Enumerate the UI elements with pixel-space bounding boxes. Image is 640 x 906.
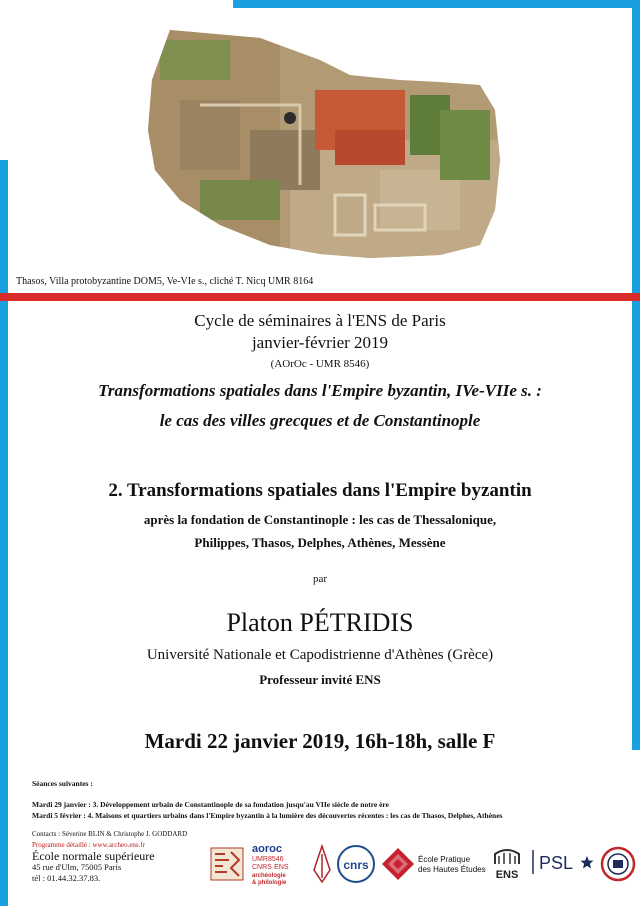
lecture-subtitle-2: Philippes, Thasos, Delphes, Athènes, Messène [194, 535, 446, 550]
program-link[interactable]: Programme détaillé : www.archeo.ens.fr [32, 841, 146, 849]
cycle-title: Cycle de séminaires à l'ENS de Paris [194, 311, 446, 330]
contact-people: Contacts : Séverine BLIN & Christophe J. GODDARD [32, 830, 188, 838]
ehess-logo [209, 846, 245, 882]
left-accent-bar [0, 160, 8, 906]
next-session-item: Mardi 5 février : 4. Maisons et quartiers urbains dans l'Empire byzantin à la lumière des découvertes récentes : les cas de Thasos, Delphes, Athènes [32, 811, 503, 820]
cycle-dates: janvier-février 2019 [251, 333, 389, 352]
speaker-affiliation: Université Nationale et Capodistrienne d'Athènes (Grèce) [146, 647, 494, 663]
cnrs-logo [336, 844, 376, 884]
red-divider-bar [0, 293, 640, 301]
lecture-subtitle-1: après la fondation de Constantinople : les cas de Thessalonique, [143, 512, 497, 527]
theme-line-2: le cas des villes grecques et de Constantinople [159, 411, 481, 430]
star-icon [581, 856, 594, 869]
ephe-name: École Pratique des Hautes Études [418, 855, 486, 874]
by-label: par [312, 573, 328, 585]
excavation-aerial-photo [140, 10, 510, 265]
cnrs-text: cnrs [343, 858, 369, 872]
next-session-item: Mardi 29 janvier : 3. Développement urbain de Constantinople de sa fondation jusqu'au VIIe siècle de notre ère [32, 800, 389, 809]
photo-caption: Thasos, Villa protobyzantine DOM5, Ve-VIe s., cliché T. Nicq UMR 8164 [16, 276, 314, 287]
aoroc-logo [250, 842, 308, 886]
psl-text: PSL [539, 853, 574, 873]
lecture-title: 2. Transformations spatiales dans l'Empire byzantin [108, 480, 532, 501]
aoroc-archeo-text: archéologie [252, 873, 286, 879]
aoroc-cnrs-ens-text: CNRS·ENS [252, 864, 289, 871]
aoroc-umr-text: UMR8546 [252, 856, 284, 863]
lecture-date-time: Mardi 22 janvier 2019, 16h-18h, salle F [144, 729, 496, 753]
next-sessions-heading: Séances suivantes : [32, 779, 93, 788]
ens-text: ENS [495, 869, 519, 881]
pen-nib-icon [310, 844, 334, 884]
ens-logo [490, 844, 524, 884]
speaker-name: Platon PÉTRIDIS [226, 608, 414, 637]
school-address: 45 rue d'Ulm, 75005 Paris [32, 862, 122, 872]
ephe-logo [380, 846, 416, 882]
contacts-block [32, 829, 187, 884]
top-accent-bar [233, 0, 640, 8]
psl-logo [531, 848, 599, 876]
school-name: École normale supérieure [32, 849, 155, 863]
aoroc-name-text: aoroc [252, 843, 282, 855]
next-sessions [32, 778, 502, 821]
school-phone: tél : 01.44.32.37.83. [32, 873, 101, 883]
research-unit: (AOrOc - UMR 8546) [270, 358, 370, 370]
speaker-role: Professeur invité ENS [259, 672, 381, 687]
aoroc-philo-text: & philologie [252, 880, 287, 886]
university-seal-logo [600, 846, 636, 882]
theme-line-1: Transformations spatiales dans l'Empire byzantin, IVe-VIIe s. : [98, 381, 542, 400]
